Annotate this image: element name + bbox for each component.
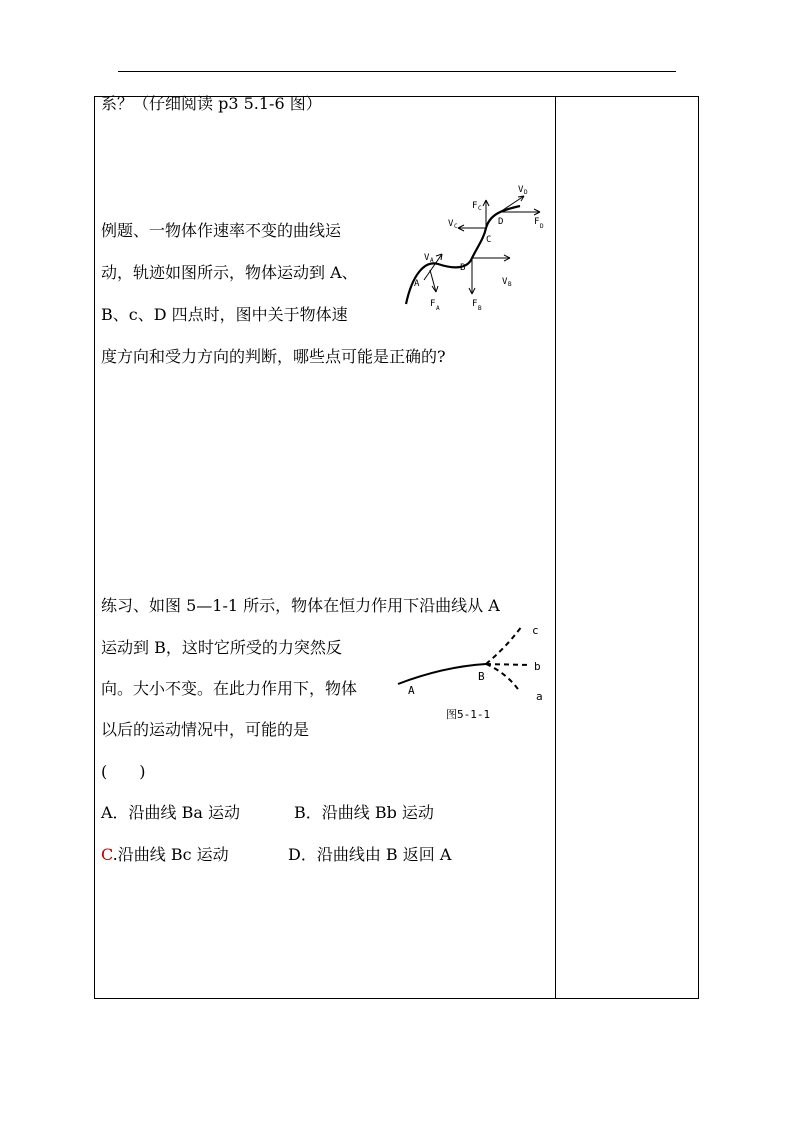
label-point-d: D: [498, 217, 504, 227]
exercise-line-4: 以后的运动情况中，可能的是: [101, 720, 310, 739]
label-fb: F: [472, 299, 478, 309]
fig2-label-b-lower: b: [534, 660, 541, 673]
example-line-3: B、c、D 四点时，图中关于物体速: [101, 305, 348, 324]
label-point-b: B: [460, 263, 466, 273]
intro-line: 系？（仔细阅读 p3 5.1-6 图）: [101, 94, 322, 113]
trajectory-figure-5-1-1: [394, 618, 554, 728]
option-c-text: .沿曲线 Bc 运动: [112, 845, 229, 864]
fig2-caption: 图5-1-1: [446, 708, 491, 721]
example-line-4: 度方向和受力方向的判断，哪些点可能是正确的?: [101, 347, 446, 366]
fig2-label-c: c: [532, 624, 539, 637]
option-a: A．沿曲线 Ba 运动: [101, 803, 241, 822]
exercise-line-3: 向。大小不变。在此力作用下，物体: [101, 679, 358, 698]
label-fa: F: [430, 299, 436, 309]
answer-parentheses: ( ): [101, 762, 146, 781]
option-b: B．沿曲线 Bb 运动: [294, 803, 434, 822]
exercise-line-2: 运动到 B，这时它所受的力突然反: [101, 638, 342, 657]
label-point-c: C: [486, 235, 492, 245]
label-va-sub: A: [430, 257, 434, 264]
example-line-1: 例题、一物体作速率不变的曲线运: [101, 221, 342, 240]
label-fa-sub: A: [436, 305, 440, 312]
label-vc-sub: C: [454, 223, 458, 230]
curve-motion-figure: [398, 180, 550, 320]
label-vb: V: [502, 277, 508, 287]
fig2-label-b: B: [478, 670, 485, 683]
fig2-label-a: A: [408, 684, 415, 697]
column-divider: [555, 97, 556, 998]
label-point-a: A: [414, 279, 420, 289]
label-fc-sub: C: [478, 205, 482, 212]
label-fd: F: [534, 217, 540, 227]
header-rule: [118, 71, 676, 72]
fig2-label-a-lower: a: [536, 690, 543, 703]
label-fb-sub: B: [478, 305, 482, 312]
label-vb-sub: B: [508, 281, 512, 288]
option-d: D．沿曲线由 B 返回 A: [288, 845, 452, 864]
label-fc: F: [472, 201, 478, 211]
label-va: V: [424, 253, 430, 263]
label-vd-sub: D: [524, 189, 528, 196]
label-vc: V: [448, 219, 454, 229]
exercise-line-1: 练习、如图 5—1-1 所示，物体在恒力作用下沿曲线从 A: [101, 596, 500, 615]
label-vd: V: [518, 185, 524, 195]
option-c: [101, 845, 229, 865]
label-fd-sub: D: [540, 223, 544, 230]
option-c-letter: C: [101, 845, 113, 864]
example-line-2: 动，轨迹如图所示，物体运动到 A、: [101, 263, 358, 282]
